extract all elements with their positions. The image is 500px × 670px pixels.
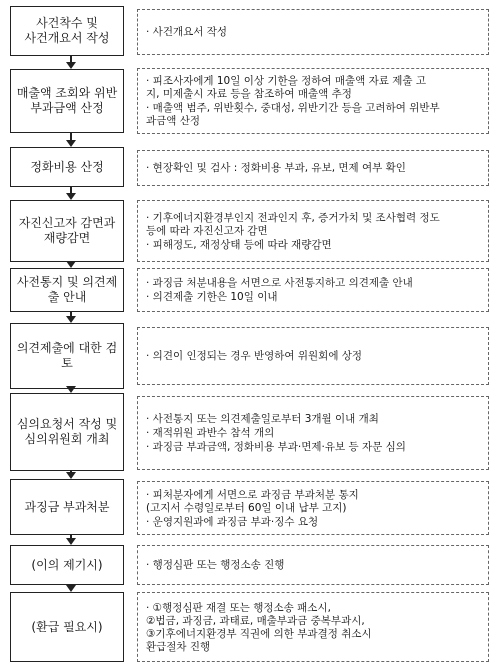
flow-arrow-head <box>66 585 76 592</box>
detail-item: · 재적위원 과반수 참석 개의 <box>146 427 275 439</box>
stage-box: 매출액 조회와 위반 부과금액 산정 <box>10 69 124 133</box>
detail-item: · 피해정도, 재정상태 등에 따라 재량감면 <box>146 238 332 251</box>
detail-list <box>146 350 362 363</box>
detail-item: · 사건개요서 작성 <box>146 26 228 38</box>
detail-list <box>146 26 227 39</box>
detail-item: · 피조사자에게 10일 이상 기한을 정하여 매출액 자료 제출 고 지, 미제출시 자료 등을 참조하여 매출액 추정 <box>146 75 427 100</box>
stage-detail-box <box>137 9 489 55</box>
stage-box: (이의 제기시) <box>10 545 124 585</box>
stage-detail-box <box>137 200 489 262</box>
flow-arrow-head <box>66 261 76 268</box>
stage-detail-box <box>137 150 489 186</box>
flow-arrow-line <box>70 133 72 140</box>
stage-box: 자진신고자 감면과 재량감면 <box>10 200 124 262</box>
stage-detail-box <box>137 327 489 385</box>
flow-arrow-head <box>66 193 76 200</box>
detail-item: · ①행정심판 재결 또는 행정소송 패소시, ②법금, 과징금, 과태료, 매출부과금 중복부과시, ③기후에너지환경부 직권에 의한 부과결정 취소시 환급절차 진행 <box>146 601 372 653</box>
stage-detail-box <box>137 481 489 535</box>
detail-item: · 피처분자에게 서면으로 과징금 부과처분 통지 (고지서 수령일로부터 60일 이내 납부 고지) <box>146 488 359 514</box>
detail-item: · 의견제출 기한은 10일 이내 <box>146 291 278 303</box>
flow-arrow-head <box>66 316 76 323</box>
stage-detail-box <box>137 396 489 470</box>
detail-list <box>146 559 284 572</box>
detail-item: · 과징금 처분내용을 서면으로 사전통지하고 의견제출 안내 <box>146 277 413 289</box>
detail-list <box>146 75 440 128</box>
flow-arrow-head <box>66 140 76 147</box>
stage-detail-box <box>137 592 489 662</box>
stage-detail-box <box>137 268 489 312</box>
stage-box: 심의요청서 작성 및 심의위원회 개최 <box>10 393 124 471</box>
stage-detail-box <box>137 68 489 134</box>
flow-arrow-head <box>66 62 76 69</box>
flow-arrow-head <box>66 386 76 393</box>
detail-list <box>146 277 413 304</box>
detail-item: · 매출액 범주, 위반횟수, 중대성, 위반기간 등을 고려하여 위반부 과금액 산정 <box>146 102 440 127</box>
detail-list <box>146 489 359 529</box>
detail-item: · 과징금 부과금액, 정화비용 부과·면제·유보 등 자문 심의 <box>146 441 406 453</box>
detail-item: · 운영지원과에 과징금 부과·징수 요청 <box>146 515 319 528</box>
flow-arrow-head <box>66 472 76 479</box>
detail-list <box>146 162 406 175</box>
stage-box: 사전통지 및 의견제 출 안내 <box>10 268 124 312</box>
stage-box: 의견제출에 대한 검 토 <box>10 323 124 389</box>
detail-item: · 사전통지 또는 의견제출일로부터 3개월 이내 개최 <box>146 413 379 425</box>
detail-item: · 기후에너지환경부인지 전과인지 후, 증거가치 및 조사협력 정도 등에 따라 자진신고자 감면 <box>146 211 440 237</box>
stage-box: 과징금 부과처분 <box>10 479 124 535</box>
detail-item: · 행정심판 또는 행정소송 진행 <box>146 559 285 571</box>
detail-list <box>146 413 406 454</box>
detail-list <box>146 212 440 252</box>
detail-list <box>146 602 372 654</box>
stage-detail-box <box>137 545 489 585</box>
stage-box: 정화비용 산정 <box>10 147 124 187</box>
detail-item: · 현장확인 및 검사 : 정화비용 부과, 유보, 면제 여부 확인 <box>146 162 406 174</box>
stage-box: 사건착수 및 사건개요서 작성 <box>10 6 124 56</box>
stage-box: (환급 필요시) <box>10 592 124 662</box>
flow-arrow-head <box>66 538 76 545</box>
detail-item: · 의견이 인정되는 경우 반영하여 위원회에 상정 <box>146 350 363 362</box>
